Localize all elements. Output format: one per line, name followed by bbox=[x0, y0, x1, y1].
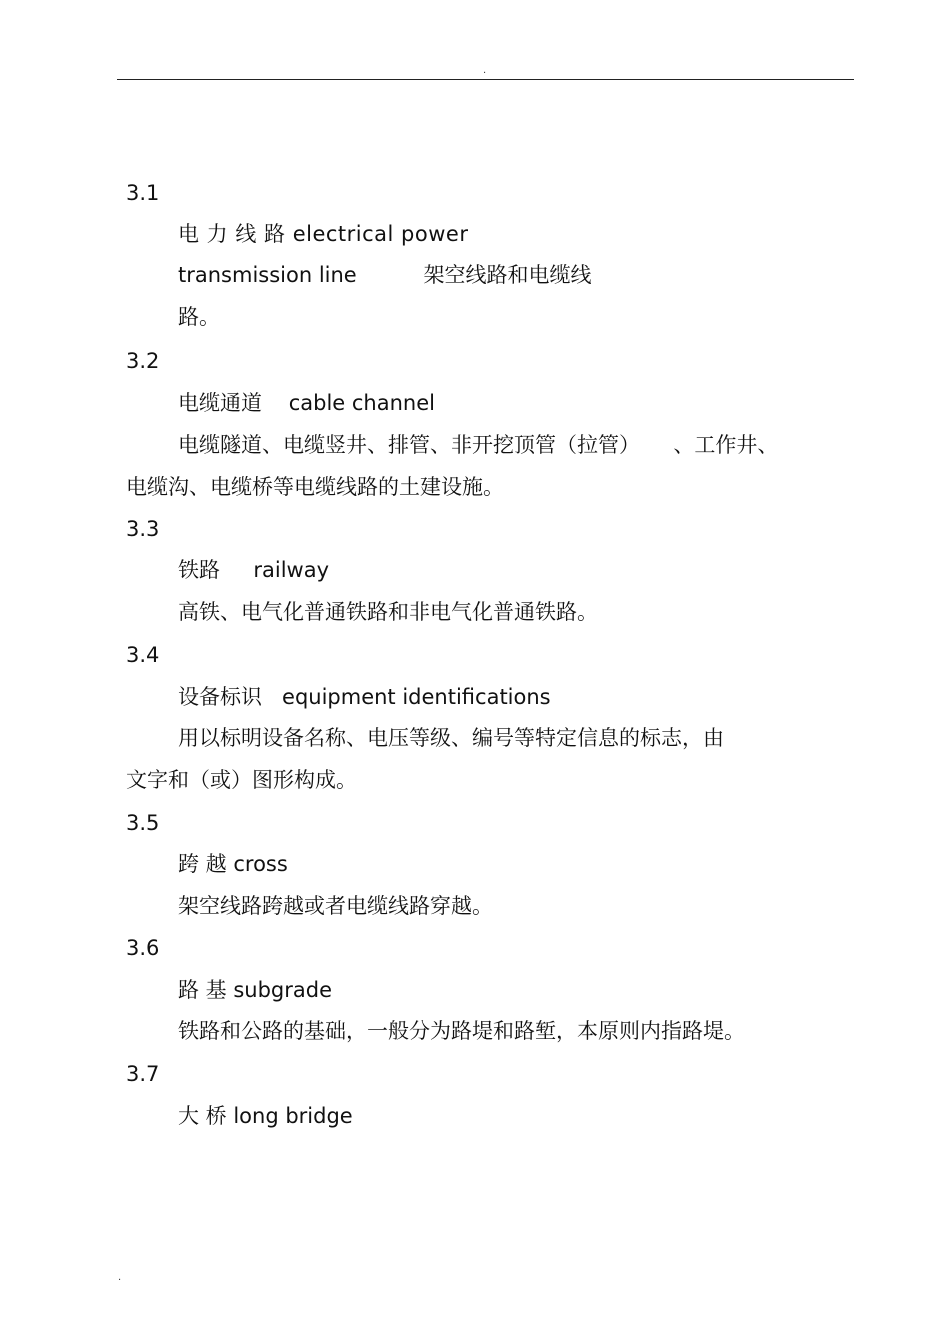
definition-line: 架空线路跨越或者电缆线路穿越。 bbox=[178, 894, 493, 918]
term-line: 铁路 railway bbox=[178, 558, 330, 582]
definition-line: 文字和（或）图形构成。 bbox=[126, 768, 357, 792]
definition-line: 用以标明设备名称、电压等级、编号等特定信息的标志，由 bbox=[178, 726, 724, 750]
definition-line: 高铁、电气化普通铁路和非电气化普通铁路。 bbox=[178, 600, 598, 624]
section-number: 3.7 bbox=[126, 1062, 160, 1086]
section-number: 3.5 bbox=[126, 811, 160, 835]
header-dot: . bbox=[483, 65, 487, 76]
term-line: transmission line 架空线路和电缆线 bbox=[178, 263, 592, 287]
term-line: 跨 越 cross bbox=[178, 852, 288, 876]
section-number: 3.4 bbox=[126, 643, 160, 667]
definition-line: 电缆隧道、电缆竖井、排管、非开挖顶管（拉管） 、工作井、 bbox=[178, 433, 779, 457]
definition-line: 铁路和公路的基础，一般分为路堤和路堑，本原则内指路堤。 bbox=[178, 1019, 745, 1043]
footer-dot: . bbox=[118, 1272, 122, 1283]
section-number: 3.3 bbox=[126, 517, 160, 541]
term-line: 路 基 subgrade bbox=[178, 978, 333, 1002]
term-line: 大 桥 long bridge bbox=[178, 1104, 353, 1128]
term-line: 电缆通道 cable channel bbox=[178, 391, 435, 415]
term-line: 设备标识 equipment identifications bbox=[178, 685, 551, 709]
header-rule bbox=[117, 79, 854, 80]
definition-line: 路。 bbox=[178, 305, 220, 329]
term-line: 电 力 线 路 electrical power bbox=[178, 222, 469, 246]
section-number: 3.6 bbox=[126, 936, 160, 960]
definition-line: 电缆沟、电缆桥等电缆线路的土建设施。 bbox=[126, 475, 504, 499]
section-number: 3.2 bbox=[126, 349, 160, 373]
section-number: 3.1 bbox=[126, 181, 160, 205]
